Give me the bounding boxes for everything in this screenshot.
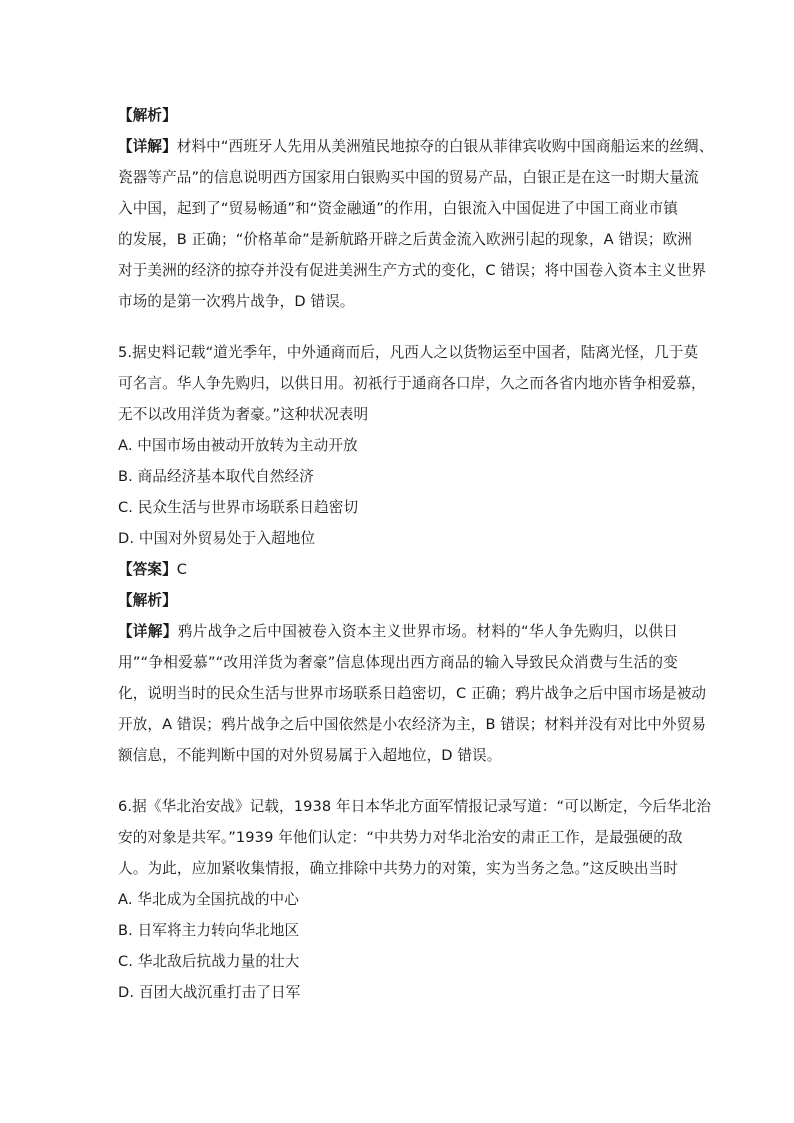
option-a: A. 华北成为全国抗战的中心 (118, 891, 299, 908)
question-stem-line: 安的对象是共军。”1939 年他们认定：“中共势力对华北治安的肃正工作，是最强硬的敌 (118, 829, 683, 846)
answer-value: C (176, 561, 188, 578)
document-page (118, 100, 714, 1008)
analysis-heading: 【解析】 (118, 107, 177, 124)
option-c: C. 民众生活与世界市场联系日趋密切 (118, 499, 359, 516)
option-a: A. 中国市场由被动开放转为主动开放 (118, 437, 358, 454)
option-d: D. 百团大战沉重打击了日军 (118, 984, 301, 1001)
analysis-line: 市场的是第一次鸦片战争，D 错误。 (118, 293, 355, 310)
option-c: C. 华北敌后抗战力量的壮大 (118, 953, 300, 970)
question-stem-line: 6.据《华北治安战》记载，1938 年日本华北方面军情报记录写道：“可以断定，今后华北治 (118, 798, 712, 815)
analysis-line: 用”“争相爱慕”“改用洋货为奢豪”信息体现出西方商品的输入导致民众消费与生活的变 (118, 654, 678, 671)
analysis-line: 开放，A 错误；鸦片战争之后中国依然是小农经济为主，B 错误；材料并没有对比中外贸易 (118, 716, 707, 733)
analysis-line: 对于美洲的经济的掠夺并没有促进美洲生产方式的变化，C 错误；将中国卷入资本主义世界 (118, 262, 707, 279)
analysis-heading: 【解析】 (118, 592, 177, 609)
analysis-line: 【详解】材料中“西班牙人先用从美洲殖民地掠夺的白银从菲律宾收购中国商船运来的丝绸、 (118, 138, 714, 155)
analysis-line: 【详解】鸦片战争之后中国被卷入资本主义世界市场。材料的“华人争先购归，以供日 (118, 623, 678, 640)
detail-tag: 【详解】 (118, 138, 177, 155)
answer-tag: 【答案】 (118, 561, 177, 578)
analysis-line: 入中国，起到了“贸易畅通”和“资金融通”的作用，白银流入中国促进了中国工商业市镇 (118, 200, 678, 217)
option-d: D. 中国对外贸易处于入超地位 (118, 530, 316, 547)
analysis-line: 的发展，B 正确；“价格革命”是新航路开辟之后黄金流入欧洲引起的现象，A 错误；欧洲 (118, 231, 692, 248)
analysis-line: 化，说明当时的民众生活与世界市场联系日趋密切，C 正确；鸦片战争之后中国市场是被动 (118, 685, 707, 702)
detail-tag: 【详解】 (118, 623, 178, 640)
analysis-line: 额信息，不能判断中国的对外贸易属于入超地位，D 错误。 (118, 747, 502, 764)
question-stem-line: 可名言。华人争先购归，以供日用。初祇行于通商各口岸，久之而各省内地亦皆争相爱慕， (118, 375, 706, 392)
question-stem-line: 无不以改用洋货为奢豪。”这种状况表明 (118, 406, 369, 423)
question-stem-line: 5.据史料记载“道光季年，中外通商而后，凡西人之以货物运至中国者，陆离光怪，几于莫 (118, 344, 699, 361)
option-b: B. 日军将主力转向华北地区 (118, 922, 300, 939)
answer-line (118, 554, 678, 585)
option-b: B. 商品经济基本取代自然经济 (118, 468, 314, 485)
analysis-line: 瓷器等产品”的信息说明西方国家用白银购买中国的贸易产品，白银正是在这一时期大量流 (118, 169, 699, 186)
question-stem-line: 人。为此，应加紧收集情报，确立排除中共势力的对策，实为当务之急。”这反映出当时 (118, 860, 678, 877)
